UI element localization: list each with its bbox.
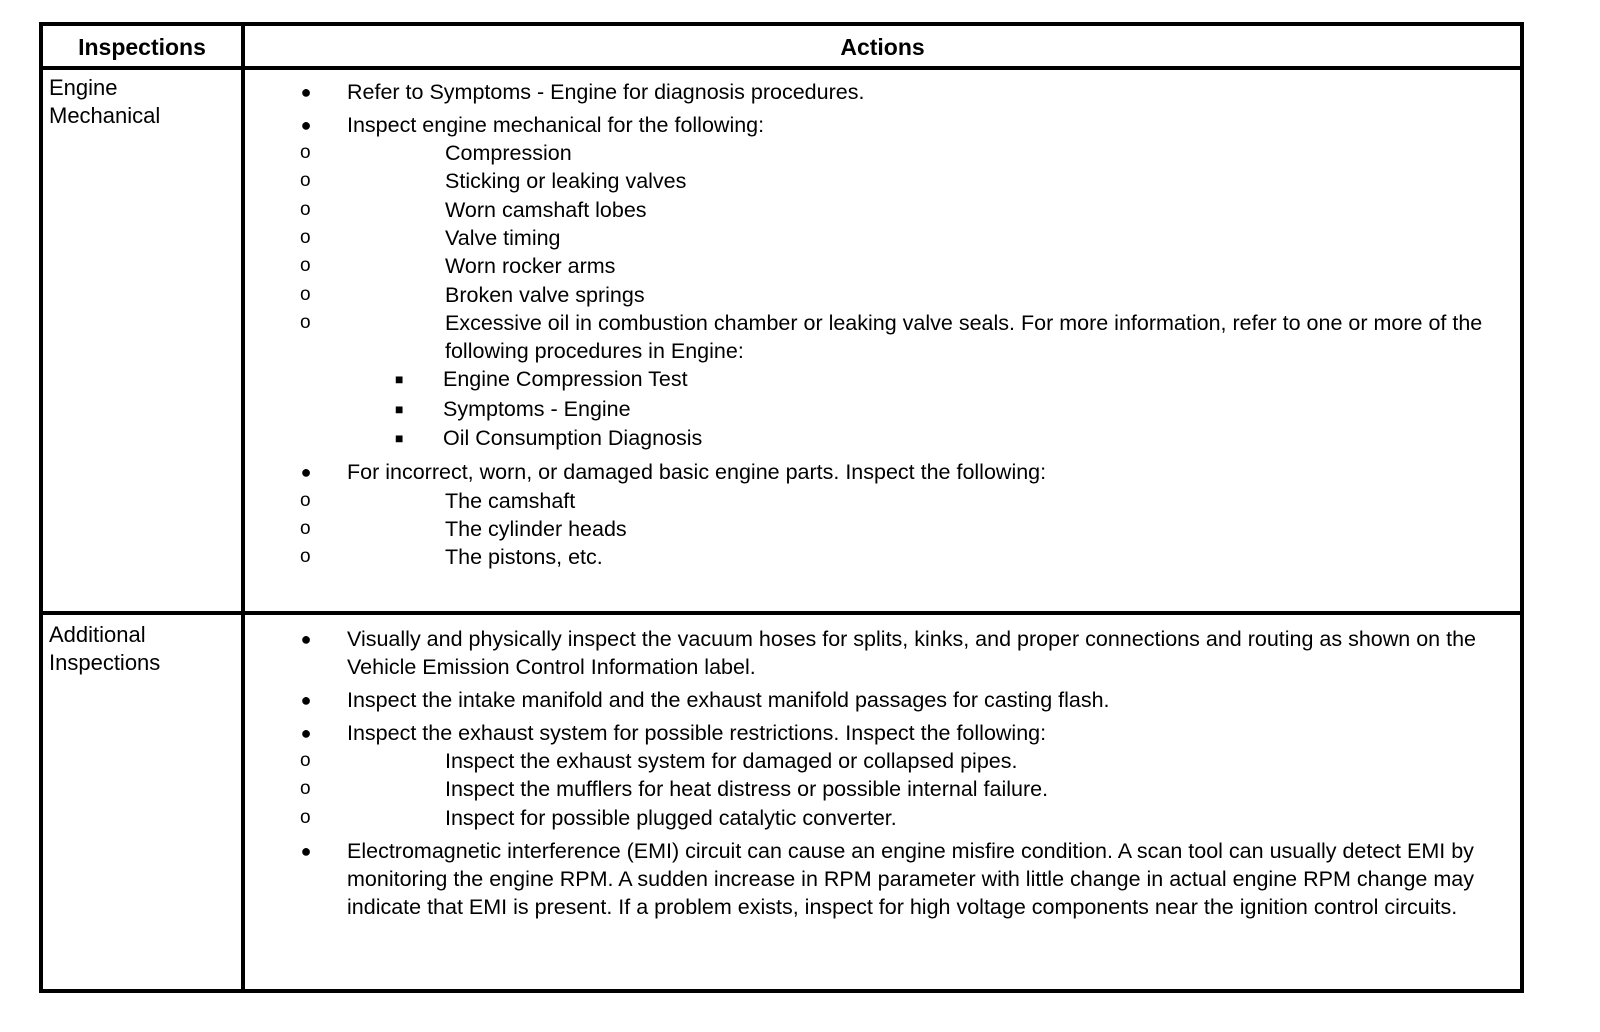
action-item [245, 78, 1500, 106]
square-bullet-icon: ■ [395, 371, 404, 388]
action-item-text: Inspect the exhaust system for damaged or collapsed pipes. [445, 749, 1018, 774]
action-item-text: Refer to Symptoms - Engine for diagnosis procedures. [347, 80, 865, 104]
action-item-text: Worn camshaft lobes [445, 197, 647, 222]
action-item [245, 111, 1500, 454]
action-item-text: Sticking or leaking valves [445, 169, 687, 194]
action-item [245, 719, 1500, 832]
circle-bullet-icon: o [300, 142, 311, 164]
action-item-text: Engine Compression Test [443, 367, 688, 392]
action-item-text: Oil Consumption Diagnosis [443, 426, 703, 451]
circle-bullet-icon: o [300, 750, 311, 772]
action-item-text: Symptoms - Engine [443, 396, 631, 421]
action-item-text: Inspect the exhaust system for possible restrictions. Inspect the following: [347, 720, 1047, 745]
circle-bullet-icon: o [300, 283, 311, 305]
circle-bullet-icon: o [300, 806, 311, 828]
actions-engine-mechanical [245, 78, 1520, 576]
action-item [247, 775, 1500, 803]
square-bullet-icon: ■ [395, 400, 404, 417]
action-item-text: Inspect the intake manifold and the exhaust manifold passages for casting flash. [347, 688, 1110, 713]
action-item [245, 458, 1500, 571]
action-item [245, 395, 1500, 425]
action-item-text: The camshaft [445, 488, 576, 513]
header-divider [43, 66, 1520, 70]
action-list-level-1 [245, 625, 1500, 921]
action-item-text: Broken valve springs [445, 282, 645, 307]
action-list-level-3 [345, 365, 1500, 454]
action-item-text: Inspect the mufflers for heat distress or possible internal failure. [445, 777, 1049, 802]
bullet-icon: ● [300, 722, 312, 743]
action-item [247, 515, 1500, 543]
action-item-text: Worn rocker arms [445, 254, 616, 279]
circle-bullet-icon: o [300, 546, 311, 568]
action-item [245, 837, 1500, 922]
action-item-text: For incorrect, worn, or damaged basic engine parts. Inspect the following: [347, 460, 1047, 485]
action-list-level-2 [300, 139, 1500, 454]
action-item-text: Electromagnetic interference (EMI) circuit can cause an engine misfire condition. A scan tool can usually detect EMI by monitoring the engine RPM. A sudden increase in RPM parameter with little change in actual engine RPM change may indicate that EMI is present. If a problem exists, inspect for high voltage components near the ignition control circuits. [347, 838, 1474, 920]
circle-bullet-icon: o [300, 226, 311, 248]
action-item-text: Valve timing [445, 225, 561, 250]
action-item [247, 487, 1500, 515]
action-item [247, 804, 1500, 832]
action-item [247, 543, 1500, 571]
bullet-icon: ● [300, 462, 312, 483]
action-item-text: Inspect engine mechanical for the following: [347, 112, 765, 137]
action-item [245, 424, 1500, 454]
circle-bullet-icon: o [300, 198, 311, 220]
header-inspections: Inspections [78, 34, 206, 60]
row-engine-mechanical-label: Engine Mechanical [49, 75, 161, 128]
action-item [247, 167, 1500, 195]
square-bullet-icon: ■ [395, 430, 404, 447]
row-divider [43, 611, 1520, 615]
circle-bullet-icon: o [300, 255, 311, 277]
action-item [247, 252, 1500, 280]
bullet-icon: ● [300, 690, 312, 711]
circle-bullet-icon: o [300, 778, 311, 800]
action-item-text: Compression [445, 141, 572, 166]
circle-bullet-icon: o [300, 311, 311, 333]
action-item-text: Visually and physically inspect the vacuum hoses for splits, kinks, and proper connections and routing as shown on the Vehicle Emission Control Information label. [347, 627, 1476, 680]
row-additional-inspections-label: Additional Inspections [49, 622, 161, 675]
action-item [247, 196, 1500, 224]
inspection-table [39, 22, 1524, 993]
action-list-level-2 [300, 487, 1500, 572]
action-item [247, 281, 1500, 309]
circle-bullet-icon: o [300, 489, 311, 511]
circle-bullet-icon: o [300, 170, 311, 192]
action-item-text: The pistons, etc. [445, 545, 603, 570]
action-item [247, 309, 1500, 454]
action-item [247, 139, 1500, 167]
bullet-icon: ● [300, 82, 312, 102]
circle-bullet-icon: o [300, 518, 311, 540]
action-item-text: The cylinder heads [445, 517, 627, 542]
action-item [245, 365, 1500, 395]
action-item [245, 686, 1500, 714]
action-list-level-2 [300, 747, 1500, 832]
action-item [245, 625, 1500, 682]
actions-additional-inspections [245, 625, 1520, 926]
bullet-icon: ● [300, 114, 312, 135]
bullet-icon: ● [300, 629, 312, 649]
action-item-text: Inspect for possible plugged catalytic converter. [445, 805, 897, 830]
bullet-icon: ● [300, 840, 312, 861]
header-actions: Actions [840, 34, 925, 60]
action-item [247, 747, 1500, 775]
action-item [247, 224, 1500, 252]
action-item-text: Excessive oil in combustion chamber or leaking valve seals. For more information, refer to one or more of the following procedures in Engine: [445, 310, 1483, 364]
action-list-level-1 [245, 78, 1500, 572]
